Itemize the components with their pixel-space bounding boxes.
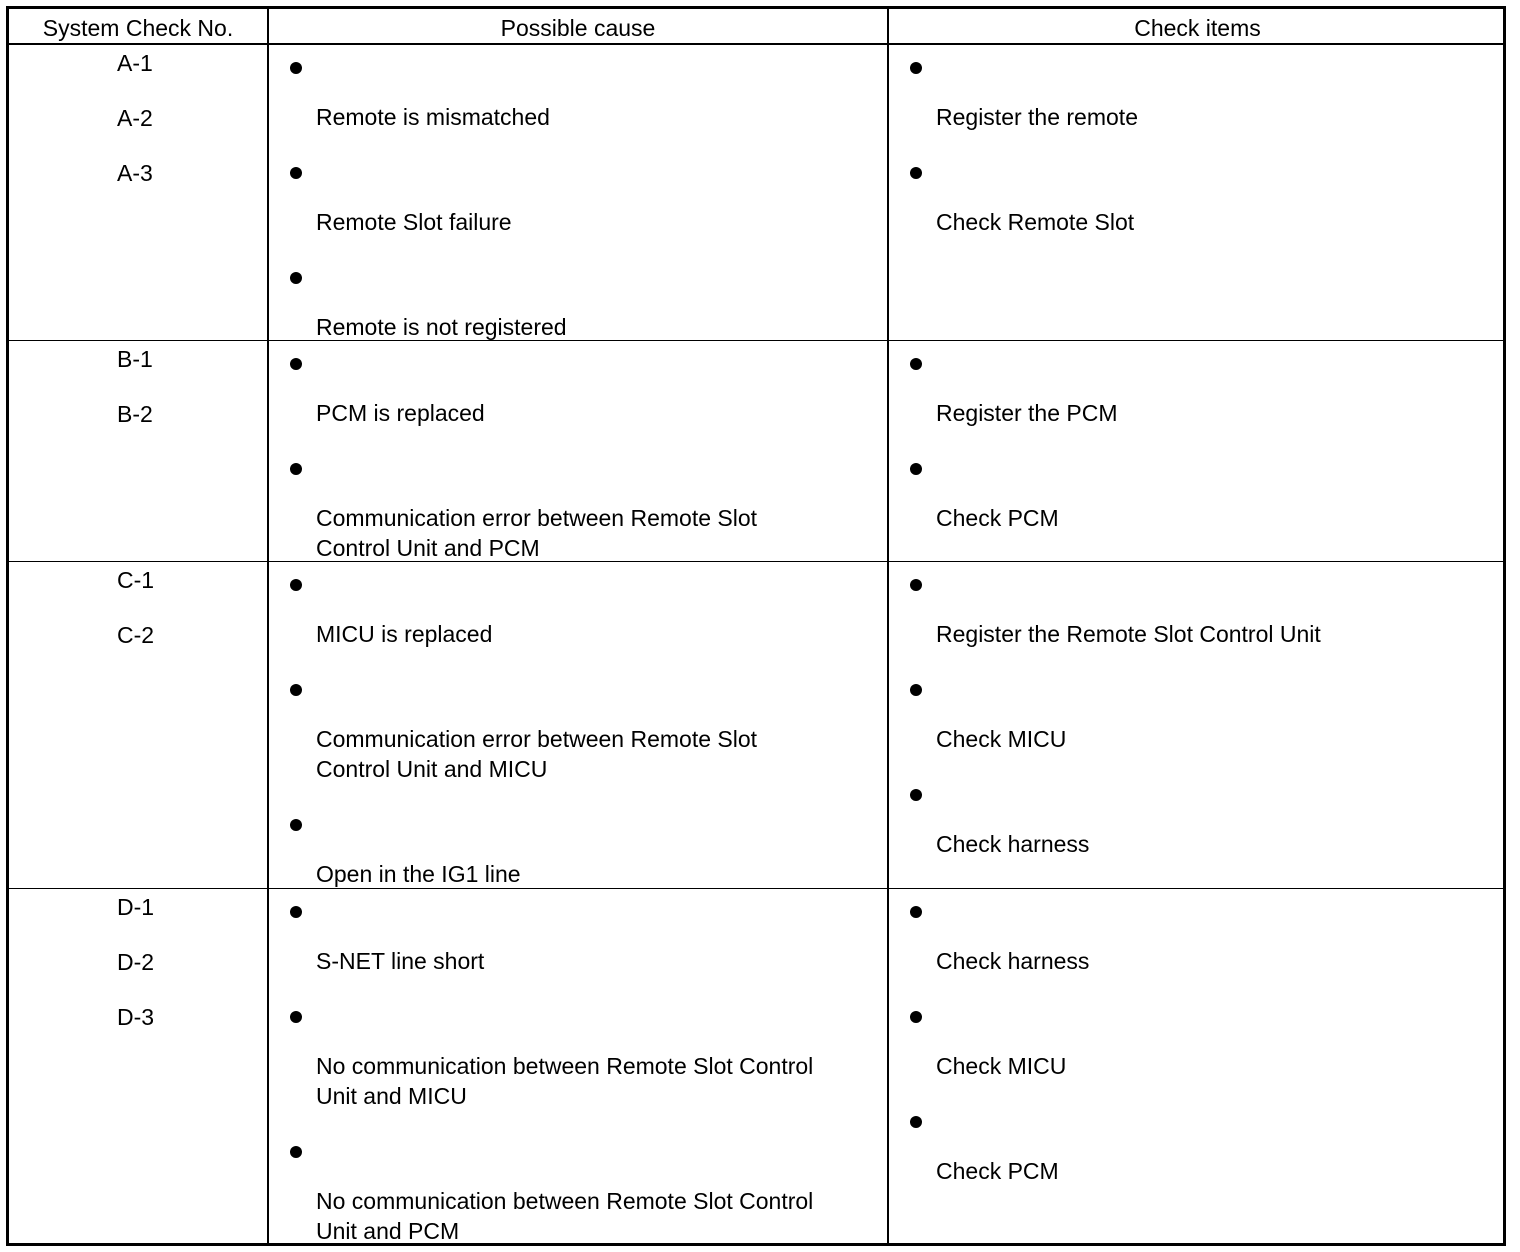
bullet-icon: [290, 819, 302, 831]
possible-cause-text: Open in the IG1 line: [316, 861, 521, 887]
bullet-icon: [290, 906, 302, 918]
possible-cause-text: S-NET line short: [316, 948, 485, 974]
system-check-code: A-1: [117, 50, 153, 76]
possible-cause-text: Control Unit and PCM: [316, 535, 540, 561]
possible-cause-text: Control Unit and MICU: [316, 756, 548, 782]
system-check-code: D-1: [117, 894, 155, 920]
header-system-check-no: System Check No.: [42, 15, 234, 41]
check-item-text: Register the Remote Slot Control Unit: [936, 621, 1321, 647]
column-divider: [887, 9, 889, 1243]
bullet-icon: [290, 684, 302, 696]
system-check-code: D-2: [117, 949, 155, 975]
bullet-icon: [290, 358, 302, 370]
bullet-icon: [910, 579, 922, 591]
row-divider: [9, 561, 1503, 562]
header-check-items: Check items: [1134, 15, 1261, 41]
bullet-icon: [290, 1011, 302, 1023]
system-check-code: A-2: [117, 105, 153, 131]
system-check-code: B-1: [117, 346, 153, 372]
header-possible-cause: Possible cause: [500, 15, 656, 41]
possible-cause-text: PCM is replaced: [316, 400, 485, 426]
column-divider: [267, 9, 269, 1243]
check-item-text: Check harness: [936, 831, 1090, 857]
possible-cause-text: Unit and PCM: [316, 1218, 460, 1244]
possible-cause-text: MICU is replaced: [316, 621, 493, 647]
bullet-icon: [910, 789, 922, 801]
possible-cause-text: Remote Slot failure: [316, 209, 512, 235]
bullet-icon: [290, 272, 302, 284]
possible-cause-text: Unit and MICU: [316, 1083, 467, 1109]
possible-cause-text: No communication between Remote Slot Control: [316, 1188, 814, 1214]
bullet-icon: [290, 463, 302, 475]
bullet-icon: [290, 1146, 302, 1158]
system-check-code: A-3: [117, 160, 153, 186]
row-divider: [9, 340, 1503, 341]
bullet-icon: [910, 358, 922, 370]
bullet-icon: [910, 1011, 922, 1023]
bullet-icon: [910, 906, 922, 918]
possible-cause-text: No communication between Remote Slot Control: [316, 1053, 814, 1079]
bullet-icon: [910, 167, 922, 179]
check-item-text: Check PCM: [936, 505, 1059, 531]
bullet-icon: [290, 62, 302, 74]
check-item-text: Check MICU: [936, 726, 1067, 752]
possible-cause-text: Remote is not registered: [316, 314, 567, 340]
system-check-code: B-2: [117, 401, 153, 427]
bullet-icon: [910, 1116, 922, 1128]
possible-cause-text: Communication error between Remote Slot: [316, 505, 758, 531]
bullet-icon: [290, 579, 302, 591]
check-item-text: Register the PCM: [936, 400, 1118, 426]
system-check-table: [6, 6, 1506, 1246]
check-item-text: Check PCM: [936, 1158, 1059, 1184]
header-divider: [9, 43, 1503, 45]
check-item-text: Register the remote: [936, 104, 1138, 130]
bullet-icon: [910, 463, 922, 475]
bullet-icon: [290, 167, 302, 179]
bullet-icon: [910, 62, 922, 74]
check-item-text: Check MICU: [936, 1053, 1067, 1079]
check-item-text: Check Remote Slot: [936, 209, 1135, 235]
row-divider: [9, 888, 1503, 889]
possible-cause-text: Remote is mismatched: [316, 104, 550, 130]
system-check-code: C-1: [117, 567, 155, 593]
possible-cause-text: Communication error between Remote Slot: [316, 726, 758, 752]
bullet-icon: [910, 684, 922, 696]
system-check-code: D-3: [117, 1004, 155, 1030]
system-check-code: C-2: [117, 622, 155, 648]
check-item-text: Check harness: [936, 948, 1090, 974]
